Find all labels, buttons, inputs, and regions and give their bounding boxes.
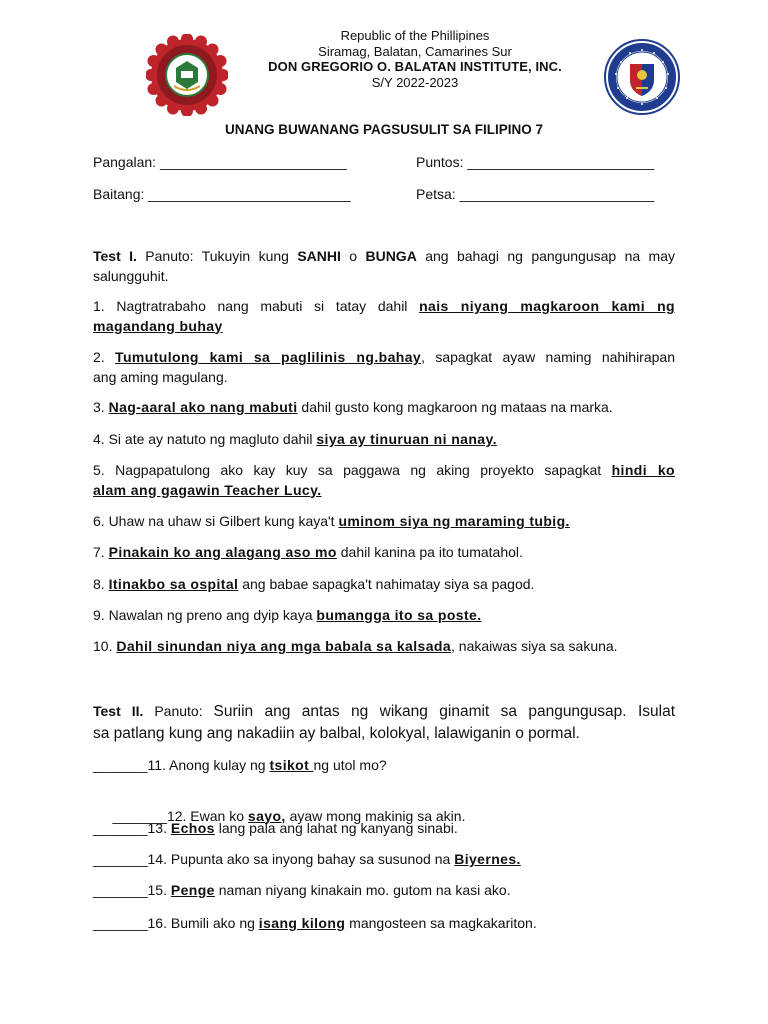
instruction-text: ang bahagi ng pangungusap na may bbox=[416, 248, 675, 264]
instruction-text: Panuto: bbox=[143, 703, 214, 719]
item-text: lang pala ang lahat ng kanyang sinabi. bbox=[214, 820, 458, 836]
item-text: , nakaiwas siya sa sakuna. bbox=[451, 638, 618, 654]
test1-instructions bbox=[93, 247, 675, 286]
item-text: 9. Nawalan ng preno ang dyip kaya bbox=[93, 607, 317, 623]
item-text: 1. Nagtratrabaho nang mabuti si tatay dahil bbox=[93, 298, 420, 314]
test1-label: Test I. bbox=[93, 248, 137, 264]
sanhi-keyword: SANHI bbox=[297, 248, 341, 264]
item-text: _______16. Bumili ako ng bbox=[93, 915, 259, 931]
item-text: _______14. Pupunta ako sa inyong bahay sa susunod na bbox=[93, 851, 455, 867]
item-number: 7. bbox=[93, 544, 109, 560]
underlined-phrase: hindi ko bbox=[611, 462, 675, 478]
item-13 bbox=[93, 819, 675, 839]
item-text: _______15. bbox=[93, 882, 171, 898]
date-field[interactable]: Petsa: _________________________ bbox=[416, 186, 655, 202]
item-3 bbox=[93, 398, 675, 418]
item-text: naman niyang kinakain mo. gutom na kasi ako. bbox=[214, 882, 511, 898]
header-text bbox=[230, 28, 600, 90]
item-9 bbox=[93, 606, 675, 626]
underlined-word: isang kilong bbox=[258, 915, 346, 931]
item-text: ang babae sapagka't nahimatay siya sa pagod. bbox=[238, 576, 535, 592]
item-16 bbox=[93, 914, 675, 934]
item-text: _______11. Anong kulay ng bbox=[93, 757, 270, 773]
exam-title: UNANG BUWANANG PAGSUSULIT SA FILIPINO 7 bbox=[224, 122, 543, 137]
instruction-text: sa patlang kung ang nakadiin ay balbal, kolokyal, lalawiganin o pormal. bbox=[93, 725, 580, 742]
item-text: dahil kanina pa ito tumatahol. bbox=[336, 544, 523, 560]
item-6 bbox=[93, 512, 675, 532]
underlined-phrase: Tumutulong kami sa paglilinis ng.bahay bbox=[115, 349, 422, 365]
item-number: 10. bbox=[93, 638, 117, 654]
item-number: 3. bbox=[93, 399, 109, 415]
underlined-phrase: Itinakbo sa ospital bbox=[108, 576, 239, 592]
item-15 bbox=[93, 881, 675, 901]
underlined-word: Penge bbox=[170, 882, 215, 898]
item-number: 8. bbox=[93, 576, 109, 592]
instruction-text: Panuto: Tukuyin kung bbox=[136, 248, 298, 264]
underlined-word: Biyernes. bbox=[454, 851, 521, 867]
instruction-text: Suriin ang antas ng wikang ginamit sa pangungusap. Isulat bbox=[213, 703, 676, 720]
item-text: dahil gusto kong magkaroon ng mataas na marka. bbox=[297, 399, 613, 415]
test2-instructions bbox=[93, 700, 675, 745]
item-2 bbox=[93, 348, 675, 387]
underlined-phrase: Pinakain ko ang alagang aso mo bbox=[108, 544, 337, 560]
item-10 bbox=[93, 637, 675, 657]
instruction-text: salungguhit. bbox=[93, 267, 169, 284]
item-8 bbox=[93, 575, 675, 595]
item-14 bbox=[93, 850, 675, 870]
republic-line: Republic of the Phillipines bbox=[340, 28, 490, 43]
underlined-phrase: alam ang gagawin Teacher Lucy. bbox=[93, 481, 322, 498]
underlined-phrase: Dahil sinundan niya ang mga babala sa kalsada bbox=[116, 638, 452, 654]
underlined-word: tsikot bbox=[269, 757, 314, 773]
underlined-phrase: nais niyang magkaroon kami ng bbox=[419, 298, 675, 314]
bunga-keyword: BUNGA bbox=[365, 248, 417, 264]
underlined-phrase: bumangga ito sa poste. bbox=[316, 607, 482, 623]
item-text: ang aming magulang. bbox=[93, 368, 228, 385]
test2-label: Test II. bbox=[93, 703, 144, 719]
deped-seal-logo bbox=[603, 38, 681, 116]
item-11 bbox=[93, 756, 675, 776]
item-4 bbox=[93, 430, 675, 450]
item-7 bbox=[93, 543, 675, 563]
school-year: S/Y 2022-2023 bbox=[371, 74, 459, 90]
item-5 bbox=[93, 461, 675, 500]
item-1 bbox=[93, 297, 675, 336]
grade-field[interactable]: Baitang: __________________________ bbox=[93, 186, 351, 202]
underlined-phrase: magandang buhay bbox=[93, 317, 223, 334]
item-text: 6. Uhaw na uhaw si Gilbert kung kaya't bbox=[93, 513, 339, 529]
item-text: ayaw mong makinig sa akin. bbox=[285, 807, 466, 824]
item-text: ng utol mo? bbox=[313, 757, 387, 773]
underlined-word: Echos bbox=[170, 820, 215, 836]
item-text: _______13. bbox=[93, 820, 171, 836]
instruction-text: o bbox=[340, 248, 366, 264]
item-number: 2. bbox=[93, 349, 116, 365]
school-seal-logo bbox=[146, 34, 228, 116]
item-text: _______12. Ewan ko bbox=[108, 807, 248, 824]
school-name: DON GREGORIO O. BALATAN INSTITUTE, INC. bbox=[268, 59, 562, 74]
underlined-phrase: siya ay tinuruan ni nanay. bbox=[316, 431, 497, 447]
underlined-phrase: Nag-aaral ako nang mabuti bbox=[108, 399, 298, 415]
item-text: 5. Nagpapatulong ako kay kuy sa paggawa ng aking proyekto sapagkat bbox=[93, 462, 612, 478]
item-text: 4. Si ate ay natuto ng magluto dahil bbox=[93, 431, 317, 447]
item-text: , sapagkat ayaw naming nahihirapan bbox=[421, 349, 675, 365]
address-line: Siramag, Balatan, Camarines Sur bbox=[318, 43, 512, 59]
underlined-word: sayo, bbox=[247, 807, 286, 824]
name-field[interactable]: Pangalan: ________________________ bbox=[93, 154, 347, 170]
score-field[interactable]: Puntos: ________________________ bbox=[416, 154, 655, 170]
item-text: mangosteen sa magkakariton. bbox=[345, 915, 537, 931]
underlined-phrase: uminom siya ng maraming tubig. bbox=[338, 513, 570, 529]
document-header bbox=[0, 22, 768, 102]
